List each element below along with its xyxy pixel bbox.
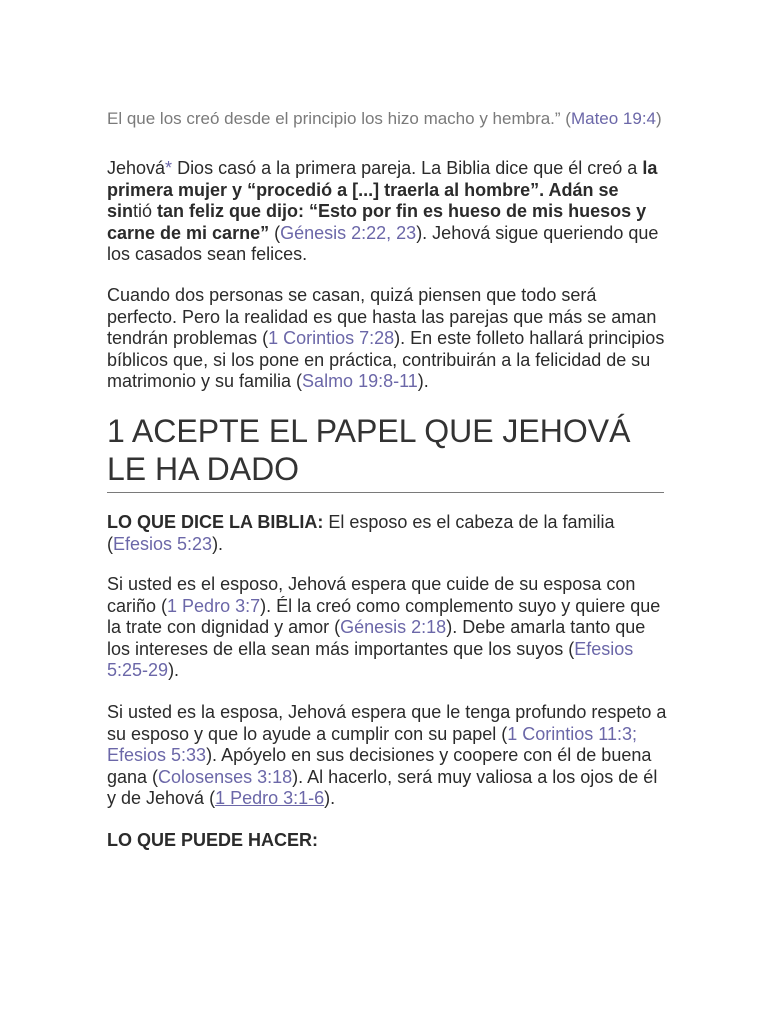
text-span: Si usted es la esposa, Jehová espera que le tenga profundo respeto a su esposo y que lo ayude a cumplir con su papel ( bbox=[107, 702, 667, 744]
intro-close: ) bbox=[656, 109, 662, 128]
text-span: Jehová bbox=[107, 158, 166, 178]
text-span: Dios casó a la primera pareja. La Biblia dice que él creó a bbox=[172, 158, 643, 178]
intro-quote bbox=[107, 108, 667, 130]
text-span: Cuando dos personas se casan, quizá piensen que todo será perfecto. Pero la realidad es que hasta las parejas que más se aman tendrán problemas ( bbox=[107, 285, 657, 349]
section-label: LO QUE DICE LA BIBLIA: bbox=[107, 512, 324, 532]
paragraph-3 bbox=[107, 512, 667, 555]
text-span: ). Debe amarla tanto que los intereses de ella sean más importantes que los suyos ( bbox=[107, 617, 646, 659]
text-span: ). Al hacerlo, será muy valiosa a los ojos de él y de Jehová ( bbox=[107, 766, 658, 809]
paragraph-6 bbox=[107, 830, 667, 852]
text-span: ( bbox=[269, 222, 281, 243]
paragraph-2 bbox=[107, 285, 667, 393]
paragraph-4 bbox=[107, 574, 667, 682]
link-salmo-19-8[interactable]: Salmo 19:8-11 bbox=[302, 371, 418, 392]
section-heading: 1 ACEPTE EL PAPEL QUE JEHOVÁ LE HA DADO bbox=[107, 412, 664, 493]
paragraph-1 bbox=[107, 158, 667, 266]
text-span: ). Él la creó como complemento suyo y quiere que la trate con dignidad y amor ( bbox=[107, 595, 661, 638]
link-genesis-2-18[interactable]: Génesis 2:18 bbox=[340, 617, 447, 638]
paragraph-5 bbox=[107, 702, 667, 810]
link-1-pedro-3-7[interactable]: 1 Pedro 3:7 bbox=[167, 595, 261, 616]
text-span: tió bbox=[133, 201, 158, 222]
link-colosenses-3-18[interactable]: Colosenses 3:18 bbox=[158, 766, 293, 787]
link-1-corintios-11-3[interactable]: 1 Corintios 11:3; Efesios 5:33 bbox=[107, 723, 637, 766]
bold-text: la primera mujer y “procedió a [...] traerla al hombre”. Adán se sin bbox=[107, 158, 658, 222]
intro-text: El que los creó desde el principio los hizo macho y hembra.” ( bbox=[107, 109, 571, 128]
text-span: ). Apóyelo en sus decisiones y coopere con él de buena gana ( bbox=[107, 745, 652, 787]
link-mateo-19-4[interactable]: Mateo 19:4 bbox=[570, 109, 657, 128]
text-span: ). bbox=[212, 533, 224, 554]
link-efesios-5-25[interactable]: Efesios 5:25-29 bbox=[107, 638, 634, 681]
bold-text: tan feliz que dijo: “Esto por fin es hueso de mis huesos y carne de mi carne” bbox=[107, 201, 647, 243]
link-genesis-2-22[interactable]: Génesis 2:22, 23 bbox=[280, 222, 417, 243]
text-span: ). Jehová sigue queriendo que los casados sean felices. bbox=[107, 222, 659, 265]
section-label: LO QUE PUEDE HACER: bbox=[107, 830, 319, 850]
link-efesios-5-23[interactable]: Efesios 5:23 bbox=[113, 533, 213, 554]
footnote-star-link[interactable]: * bbox=[165, 158, 173, 178]
text-span: El esposo es el cabeza de la familia ( bbox=[107, 512, 615, 554]
link-1-corintios-7-28[interactable]: 1 Corintios 7:28 bbox=[268, 328, 395, 349]
text-span: ). En este folleto hallará principios bíblicos que, si los pone en práctica, contribuirán a la felicidad de su matrimonio y su familia ( bbox=[107, 328, 665, 392]
text-span: ). bbox=[417, 371, 429, 392]
text-span: ). bbox=[168, 660, 180, 681]
text-span: ). bbox=[324, 788, 336, 809]
text-span: Si usted es el esposo, Jehová espera que cuide de su esposa con cariño ( bbox=[107, 574, 636, 616]
link-1-pedro-3-1[interactable]: 1 Pedro 3:1-6 bbox=[215, 788, 325, 809]
